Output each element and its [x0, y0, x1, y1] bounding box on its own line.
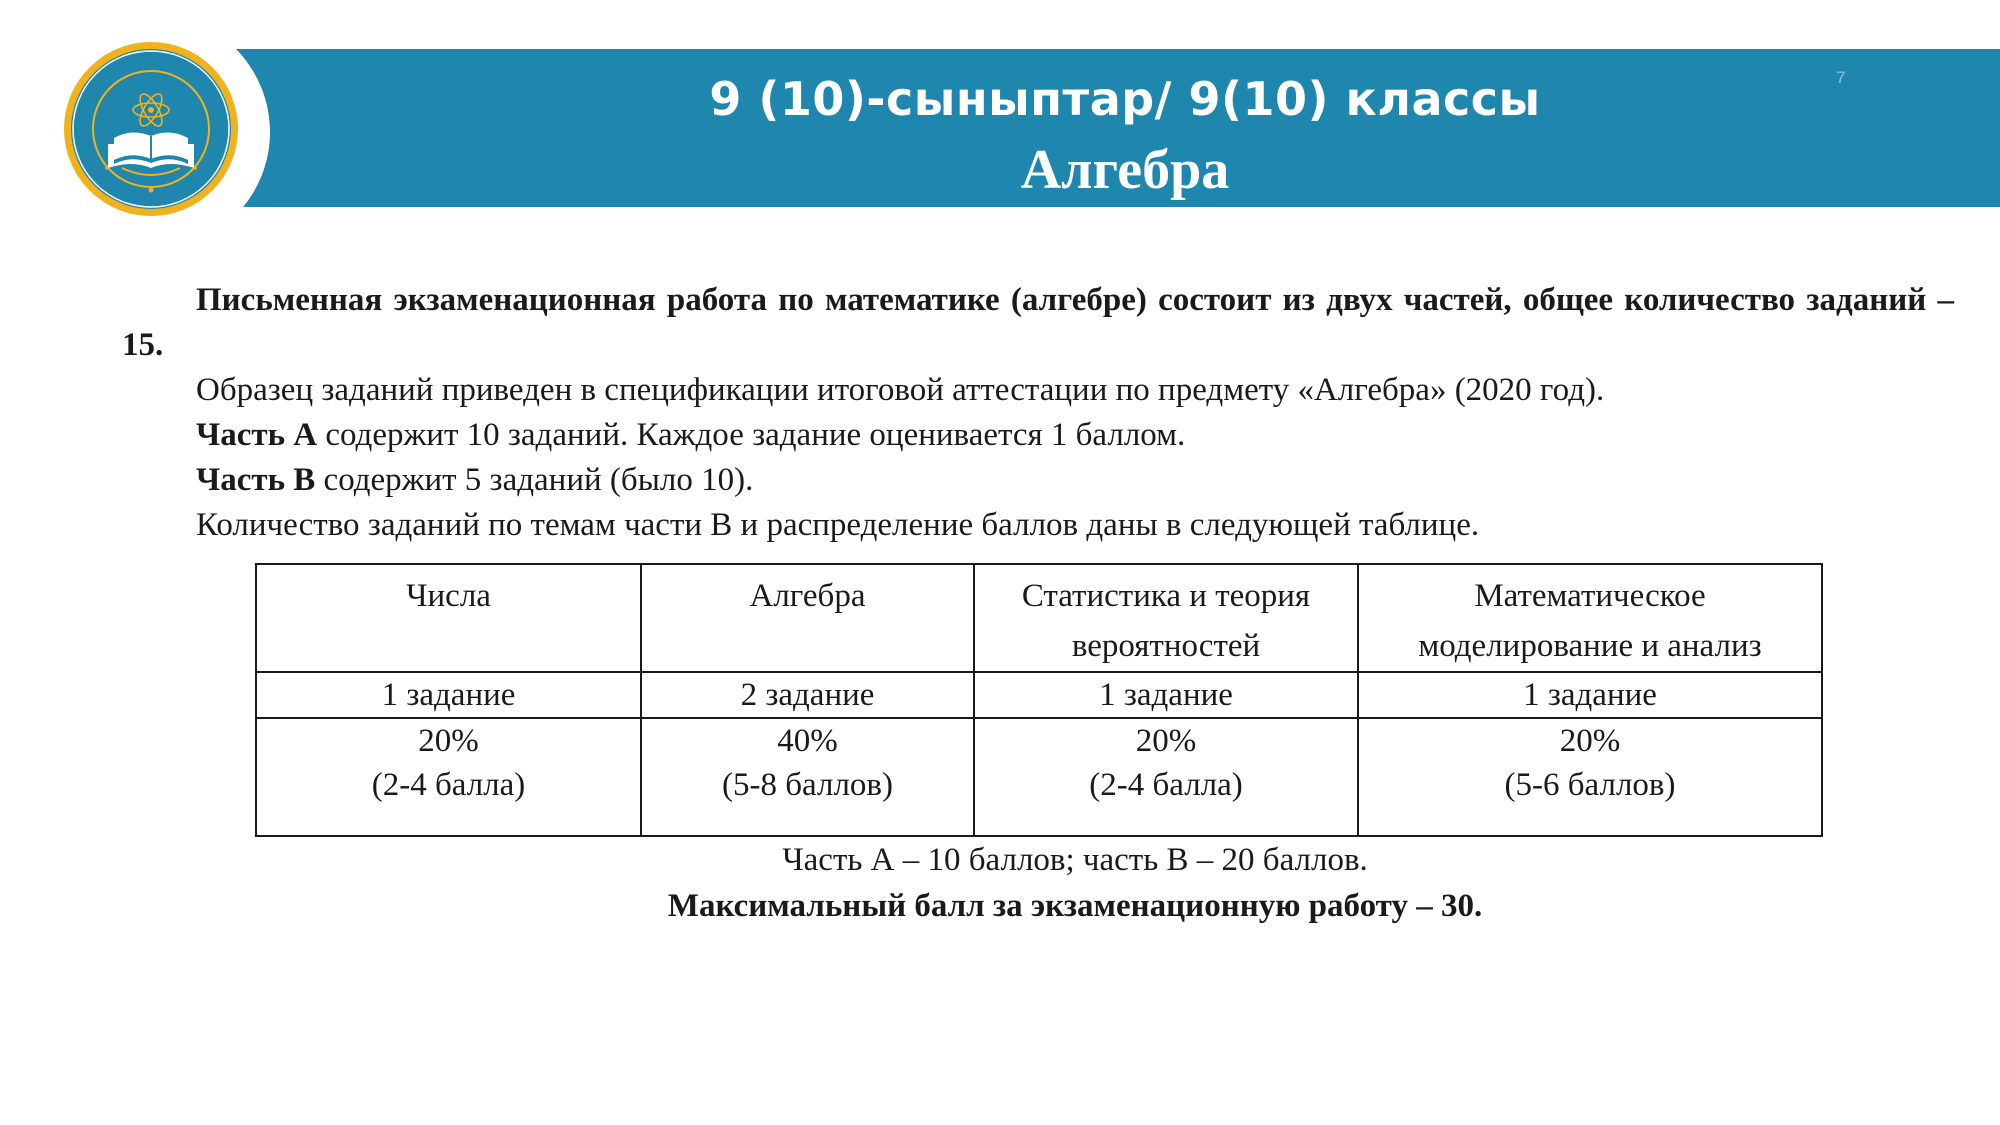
table-intro: Количество заданий по темам части В и распределение баллов даны в следующей таблице.: [196, 507, 1480, 543]
weight-cell: 20% (2-4 балла): [256, 718, 641, 836]
max-score-summary: Максимальный балл за экзаменационную работу – 30.: [667, 888, 1483, 924]
parts-points-summary: Часть А – 10 баллов; часть В – 20 баллов.: [782, 842, 1368, 878]
ministry-logo-icon: [62, 40, 240, 218]
header-cell-modeling: Математическое моделирование и анализ: [1358, 564, 1822, 672]
header-cell-algebra: Алгебра: [641, 564, 974, 672]
task-count-cell: 1 задание: [974, 672, 1358, 718]
task-count-cell: 2 задание: [641, 672, 974, 718]
task-count-cell: 1 задание: [256, 672, 641, 718]
points-distribution-table: [255, 563, 1823, 837]
page-number: 7: [1836, 68, 1846, 87]
header-cell-numbers: Числа: [256, 564, 641, 672]
weight-cell: 40% (5-8 баллов): [641, 718, 974, 836]
page-title: 9 (10)-сыныптар/ 9(10) классы: [709, 72, 1541, 126]
part-a-label: Часть А: [196, 417, 318, 453]
part-b-description: [196, 458, 753, 503]
part-b-label: Часть В: [196, 462, 316, 498]
sample-note: Образец заданий приведен в спецификации итоговой аттестации по предмету «Алгебра» (2020 год).: [196, 372, 1605, 408]
weight-cell: 20% (2-4 балла): [974, 718, 1358, 836]
part-a-text: содержит 10 заданий. Каждое задание оценивается 1 баллом.: [317, 417, 1186, 453]
table-row-task-counts: [256, 672, 1822, 718]
part-a-description: [196, 413, 1185, 458]
part-b-text: содержит 5 заданий (было 10).: [315, 462, 754, 498]
weight-cell: 20% (5-6 баллов): [1358, 718, 1822, 836]
table-row-weights: [256, 718, 1822, 836]
intro-paragraph: Письменная экзаменационная работа по математике (алгебре) состоит из двух частей, общее количество заданий – 15.: [122, 282, 1954, 363]
subject-title: Алгебра: [1020, 139, 1230, 201]
header-cell-statistics: Статистика и теория вероятностей: [974, 564, 1358, 672]
table-header-row: [256, 564, 1822, 672]
task-count-cell: 1 задание: [1358, 672, 1822, 718]
